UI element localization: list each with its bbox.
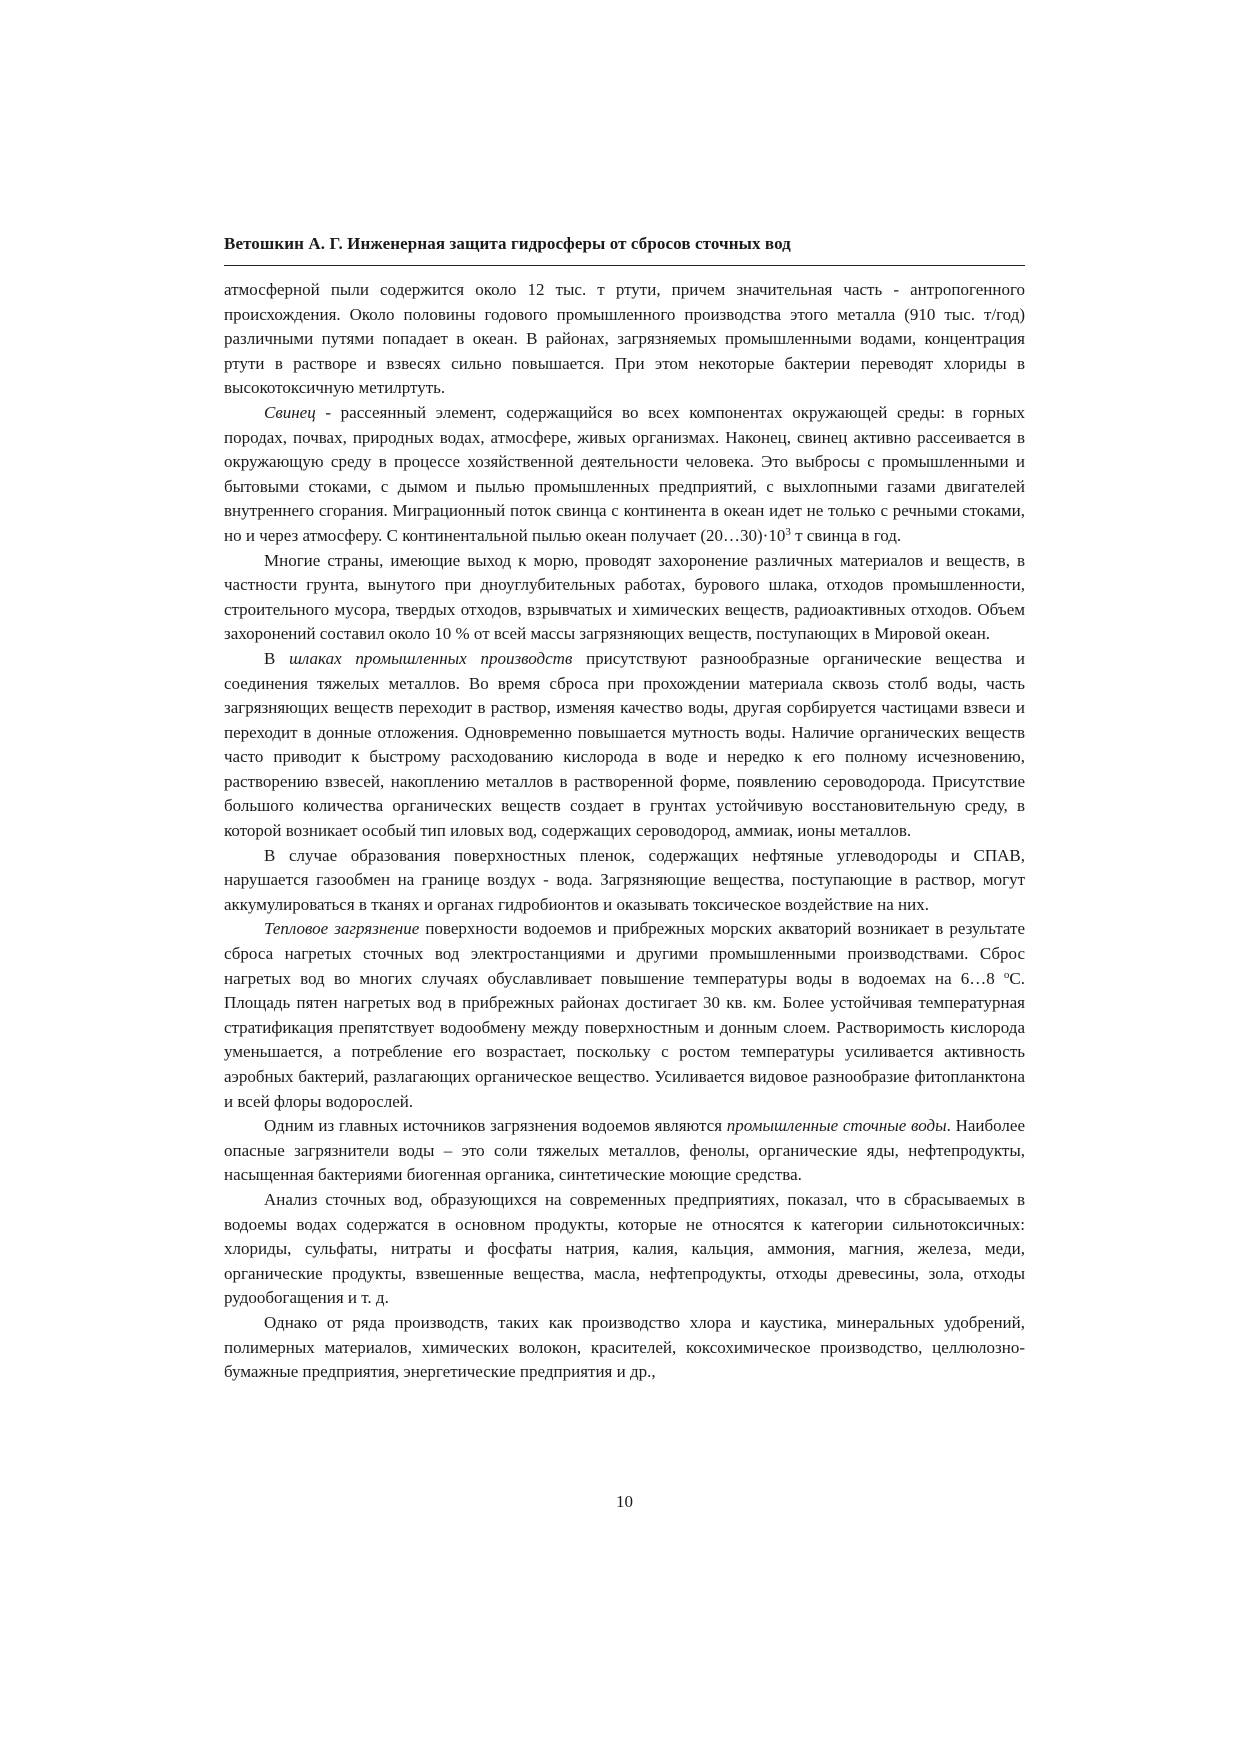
- paragraph-thermal-text: поверхности водоемов и прибрежных морских акваторий возникает в результате сброса нагретых сточных вод электростанциями и другими промышленными производствами. Сброс нагретых вод во многих случаях обуславливает повышение температуры воды в водоемах на 6…8: [224, 919, 1025, 988]
- term-lead: Свинец: [264, 402, 316, 422]
- paragraph-however: Однако от ряда производств, таких как производство хлора и каустика, минеральных удобрений, полимерных материалов, химических волокон, красителей, коксохимическое производство, целлюлозно-бумажные предприятия, энергетические предприятия и др.,: [224, 1312, 1025, 1382]
- term-thermal-pollution: Тепловое загрязнение: [264, 919, 420, 939]
- paragraph-lead-tail: т свинца в год.: [790, 525, 902, 545]
- paragraph-thermal-tail: С. Площадь пятен нагретых вод в прибрежных районах достигает 30 кв. км. Более устойчивая температурная стратификация препятствует водообмену между поверхностным и донным слоем. Растворимость кислорода уменьшается, а потребление его возрастает, поскольку с ростом температуры усиливается активность аэробных бактерий, разлагающих органическое вещество. Усиливается видовое разнообразие фитопланктона и всей флоры водорослей.: [224, 968, 1025, 1111]
- body-text: [224, 278, 1025, 1385]
- paragraph-slags-lead: В: [264, 648, 290, 668]
- term-industrial-wastewater: промышленные сточные воды: [726, 1116, 947, 1136]
- paragraph-mercury-continued: атмосферной пыли содержится около 12 тыс. т ртути, причем значительная часть - антропогенного происхождения. Около половины годового промышленного производства этого металла (910 тыс. т/год) различными путями попадает в океан. В районах, загрязняемых промышленными водами, концентрация ртути в растворе и взвесях сильно повышается. При этом некоторые бактерии переводят хлориды в высокотоксичную метилртуть.: [224, 280, 1025, 398]
- running-header: Ветошкин А. Г. Инженерная защита гидросферы от сбросов сточных вод: [224, 234, 791, 253]
- paragraph-surface-films: В случае образования поверхностных пленок, содержащих нефтяные углеводороды и СПАВ, нарушается газообмен на границе воздух - вода. Загрязняющие вещества, поступающие в раствор, могут аккумулироваться в тканях и органах гидробионтов и оказывать токсическое воздействие на них.: [224, 845, 1025, 914]
- paragraph-slags: [224, 647, 1025, 844]
- paragraph-industrial-wastewater: [224, 1114, 1025, 1188]
- paragraph-analysis: Анализ сточных вод, образующихся на современных предприятиях, показал, что в сбрасываемых в водоемы водах содержатся в основном продукты, которые не относятся к категории сильнотоксичных: хлориды, сульфаты, нитраты и фосфаты натрия, калия, кальция, аммония, магния, железа, меди, органические продукты, взвешенные вещества, масла, нефтепродукты, отходы древесины, зола, отходы рудообогащения и т. д.: [224, 1189, 1025, 1308]
- paragraph-lead: [224, 401, 1025, 549]
- paragraph-industrial-text: . Наиболее опасные загрязнители воды – это соли тяжелых металлов, фенолы, органические яды, нефтепродукты, насыщенная бактериями биогенная органика, синтетические моющие средства.: [224, 1116, 1026, 1185]
- exponent: 3: [785, 525, 791, 538]
- page-number: 10: [616, 1492, 633, 1511]
- degree-sign: о: [1003, 968, 1010, 981]
- paragraph-thermal-pollution: [224, 917, 1025, 1114]
- term-slags: шлаках промышленных производств: [289, 648, 573, 668]
- paragraph-dumping: Многие страны, имеющие выход к морю, проводят захоронение различных материалов и веществ, в частности грунта, вынутого при дноуглубительных работах, бурового шлака, отходов промышленности, строительного мусора, твердых отходов, взрывчатых и химических веществ, радиоактивных отходов. Объем захоронений составил около 10 % от всей массы загрязняющих веществ, поступающих в Мировой океан.: [224, 550, 1025, 644]
- header-rule: [224, 265, 1025, 266]
- paragraph-industrial-lead: Одним из главных источников загрязнения водоемов являются: [264, 1116, 727, 1136]
- paragraph-lead-text: - рассеянный элемент, содержащийся во всех компонентах окружающей среды: в горных породах, почвах, природных водах, атмосфере, живых организмах. Наконец, свинец активно рассеивается в окружающую среду в процессе хозяйственной деятельности человека. Это выбросы с промышленными и бытовыми стоками, с дымом и пылью промышленных предприятий, с выхлопными газами двигателей внутреннего сгорания. Миграционный поток свинца с континента в океан идет не только с речными стоками, но и через атмосферу. С континентальной пылью океан получает (20…30)·10: [224, 402, 1025, 545]
- paragraph-slags-text: присутствуют разнообразные органические вещества и соединения тяжелых металлов. Во время сброса при прохождении материала сквозь столб воды, часть загрязняющих веществ переходит в раствор, изменяя качество воды, другая сорбируется частицами взвеси и переходит в донные отложения. Одновременно повышается мутность воды. Наличие органических веществ часто приводит к быстрому расходованию кислорода в воде и нередко к его полному исчезновению, растворению взвесей, накоплению металлов в растворенной форме, появлению сероводорода. Присутствие большого количества органических веществ создает в грунтах устойчивую восстановительную среду, в которой возникает особый тип иловых вод, содержащих сероводород, аммиак, ионы металлов.: [224, 648, 1026, 841]
